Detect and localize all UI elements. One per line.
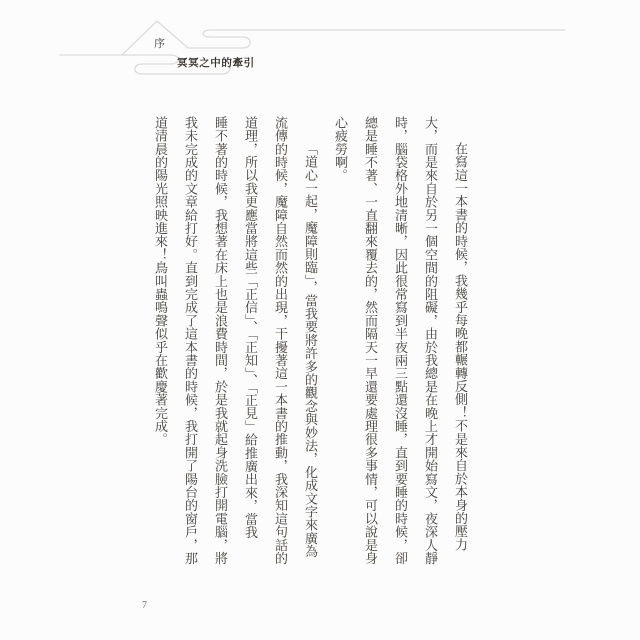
section-label: 序 [154,38,165,50]
text-block [145,116,475,570]
text-column: 「道心一起，魔障則臨」，當我要將許多的觀念與妙法，化成文字來廣為 [303,142,318,558]
text-column: 在寫這一本書的時候，我幾乎每晚都輾轉反側！不是來自於本身的壓力 [453,142,468,552]
text-column: 道理，所以我更應當將這些「正信」、「正知」、「正見」給推廣出來，當我 [243,116,258,539]
text-column: 流傳的時候，魔障自然而然的出現，干擾著這一本書的推動，我深知這句話的 [273,116,288,565]
text-column: 我未完成的文章給打好。直到完成了這本書的時候，我打開了陽台的窗戶，那 [183,116,198,565]
text-column: 睡不著的時候，我想著在床上也是浪費時間，於是我就起身洗臉打開電腦，將 [213,116,228,565]
text-column: 道清晨的陽光照映進來！鳥叫蟲鳴聲似乎在歡慶著完成。 [153,116,168,446]
text-column: 大，而是來自於另一個空間的阻礙，由於我總是在晚上才開始寫文，夜深人靜 [423,116,438,565]
text-column: 總是睡不著、一直翻來覆去的，然而隔天一早還要處理很多事情，可以說是身 [363,116,378,565]
page-title: 冥冥之中的牽引 [177,58,255,69]
text-column: 心疲勞啊。 [333,116,348,182]
page-number: 7 [142,600,147,611]
text-column: 時，腦袋格外地清晰，因此很常寫到半夜兩三點還沒睡，直到要睡的時候，卻 [393,116,408,565]
mountain-cloud-decoration-icon [55,14,575,84]
mountain-peak-line [122,21,565,55]
